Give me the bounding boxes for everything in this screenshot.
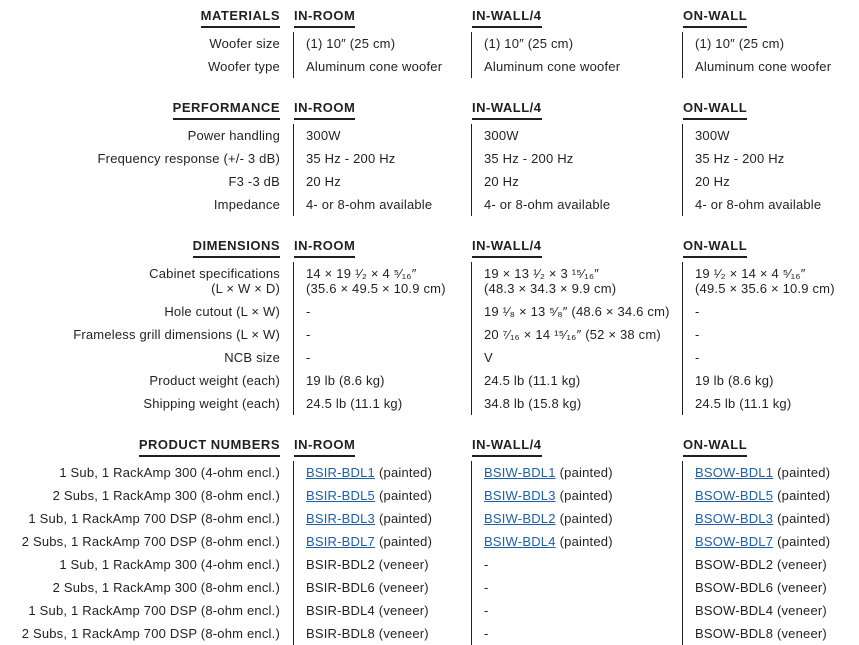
section-title-performance: PERFORMANCE: [173, 100, 280, 120]
spec-row: [0, 55, 859, 78]
spec-value: BSOW-BDL2 (veneer): [682, 553, 859, 576]
spec-value: [471, 484, 682, 507]
row-label: Cabinet specifications (L × W × D): [149, 266, 280, 296]
spec-value: Aluminum cone woofer: [682, 55, 859, 78]
spec-value: [471, 461, 682, 484]
row-label: Frameless grill dimensions (L × W): [73, 327, 280, 342]
spec-value: 24.5 lb (11.1 kg): [682, 392, 859, 415]
spec-value: 20 ⁷⁄₁₆ × 14 ¹⁵⁄₁₆″ (52 × 38 cm): [471, 323, 682, 346]
row-label: 2 Subs, 1 RackAmp 300 (8-ohm encl.): [52, 580, 280, 595]
column-header-in-room: IN-ROOM: [294, 8, 355, 28]
product-link[interactable]: BSIW-BDL4: [484, 534, 556, 549]
section-title-materials: MATERIALS: [201, 8, 280, 28]
column-header-in-room: IN-ROOM: [294, 437, 355, 457]
column-header-in-wall-4: IN-WALL/4: [472, 8, 542, 28]
spec-value: -: [682, 300, 859, 323]
spec-value: -: [471, 599, 682, 622]
spec-value: 24.5 lb (11.1 kg): [471, 369, 682, 392]
product-finish: (painted): [559, 511, 613, 526]
spec-value: [471, 507, 682, 530]
product-finish: (painted): [777, 534, 831, 549]
column-header-in-wall-4: IN-WALL/4: [472, 100, 542, 120]
spec-value: 14 × 19 ¹⁄₂ × 4 ⁵⁄₁₆″ (35.6 × 49.5 × 10.9 cm): [293, 262, 471, 300]
column-header-on-wall: ON-WALL: [683, 238, 747, 258]
spec-value: -: [293, 346, 471, 369]
spec-section-materials: [0, 8, 859, 78]
row-label: Woofer size: [209, 36, 280, 51]
spec-value: [293, 507, 471, 530]
product-finish: (painted): [379, 488, 433, 503]
spec-value: 19 lb (8.6 kg): [682, 369, 859, 392]
row-label: Product weight (each): [149, 373, 280, 388]
spec-value: BSIR-BDL2 (veneer): [293, 553, 471, 576]
spec-value: Aluminum cone woofer: [471, 55, 682, 78]
spec-value: -: [682, 323, 859, 346]
spec-value: (1) 10″ (25 cm): [471, 32, 682, 55]
spec-value: [682, 530, 859, 553]
product-link[interactable]: BSOW-BDL7: [695, 534, 774, 549]
spec-value: [682, 484, 859, 507]
row-label: Impedance: [213, 197, 280, 212]
spec-value: 35 Hz - 200 Hz: [682, 147, 859, 170]
product-link[interactable]: BSOW-BDL5: [695, 488, 774, 503]
spec-value: 35 Hz - 200 Hz: [471, 147, 682, 170]
spec-value: 20 Hz: [293, 170, 471, 193]
spec-row: [0, 369, 859, 392]
spec-row: [0, 461, 859, 484]
row-label: 1 Sub, 1 RackAmp 300 (4-ohm encl.): [59, 557, 280, 572]
row-label: Woofer type: [207, 59, 280, 74]
product-finish: (painted): [777, 511, 831, 526]
spec-value: [293, 461, 471, 484]
row-label: 1 Sub, 1 RackAmp 700 DSP (8-ohm encl.): [28, 603, 280, 618]
spec-row: [0, 622, 859, 645]
product-link[interactable]: BSOW-BDL1: [695, 465, 774, 480]
row-label: NCB size: [224, 350, 280, 365]
spec-value: 4- or 8-ohm available: [293, 193, 471, 216]
spec-value: [682, 507, 859, 530]
spec-value: [293, 484, 471, 507]
section-header-row: [0, 437, 859, 461]
spec-row: [0, 147, 859, 170]
row-label: 2 Subs, 1 RackAmp 700 DSP (8-ohm encl.): [21, 626, 280, 641]
spec-value: 300W: [293, 124, 471, 147]
spec-value: 4- or 8-ohm available: [682, 193, 859, 216]
spec-row: [0, 193, 859, 216]
column-header-on-wall: ON-WALL: [683, 100, 747, 120]
spec-value: -: [471, 553, 682, 576]
row-label: Frequency response (+/- 3 dB): [97, 151, 280, 166]
row-label: F3 -3 dB: [228, 174, 280, 189]
spec-row: [0, 576, 859, 599]
row-label: 1 Sub, 1 RackAmp 700 DSP (8-ohm encl.): [28, 511, 280, 526]
spec-row: [0, 484, 859, 507]
spec-row: [0, 553, 859, 576]
spec-row: [0, 32, 859, 55]
spec-value: 4- or 8-ohm available: [471, 193, 682, 216]
spec-row: [0, 599, 859, 622]
spec-value: 20 Hz: [471, 170, 682, 193]
spec-value: 19 × 13 ¹⁄₂ × 3 ¹⁵⁄₁₆″ (48.3 × 34.3 × 9.9 cm): [471, 262, 682, 300]
spec-value: -: [293, 323, 471, 346]
spec-value: 24.5 lb (11.1 kg): [293, 392, 471, 415]
spec-row: [0, 300, 859, 323]
product-finish: (painted): [559, 465, 613, 480]
spec-value: 35 Hz - 200 Hz: [293, 147, 471, 170]
spec-row: [0, 530, 859, 553]
row-label: 2 Subs, 1 RackAmp 700 DSP (8-ohm encl.): [21, 534, 280, 549]
section-header-row: [0, 100, 859, 124]
product-link[interactable]: BSIW-BDL2: [484, 511, 556, 526]
section-header-row: [0, 8, 859, 32]
column-header-on-wall: ON-WALL: [683, 437, 747, 457]
spec-value: [293, 530, 471, 553]
spec-section-product-numbers: [0, 437, 859, 645]
section-title-dimensions: DIMENSIONS: [193, 238, 280, 258]
spec-value: -: [682, 346, 859, 369]
spec-value: -: [471, 576, 682, 599]
spec-value: [471, 530, 682, 553]
spec-section-dimensions: [0, 238, 859, 415]
product-finish: (painted): [379, 511, 433, 526]
spec-value: BSOW-BDL8 (veneer): [682, 622, 859, 645]
spec-row: [0, 392, 859, 415]
spec-row: [0, 170, 859, 193]
column-header-in-wall-4: IN-WALL/4: [472, 238, 542, 258]
spec-row: [0, 346, 859, 369]
row-label: 1 Sub, 1 RackAmp 300 (4-ohm encl.): [59, 465, 280, 480]
spec-value: Aluminum cone woofer: [293, 55, 471, 78]
spec-value: (1) 10″ (25 cm): [293, 32, 471, 55]
row-label: Shipping weight (each): [143, 396, 280, 411]
spec-value: 19 ¹⁄₈ × 13 ⁵⁄₈″ (48.6 × 34.6 cm): [471, 300, 682, 323]
spec-value: V: [471, 346, 682, 369]
spec-value: 34.8 lb (15.8 kg): [471, 392, 682, 415]
product-finish: (painted): [777, 465, 831, 480]
section-title-product-numbers: PRODUCT NUMBERS: [139, 437, 280, 457]
spec-value: 20 Hz: [682, 170, 859, 193]
product-link[interactable]: BSIW-BDL1: [484, 465, 556, 480]
spec-row: [0, 124, 859, 147]
product-link[interactable]: BSIR-BDL7: [306, 534, 375, 549]
product-finish: (painted): [777, 488, 831, 503]
spec-value: 19 ¹⁄₂ × 14 × 4 ⁵⁄₁₆″ (49.5 × 35.6 × 10.9 cm): [682, 262, 859, 300]
column-header-on-wall: ON-WALL: [683, 8, 747, 28]
spec-value: 300W: [682, 124, 859, 147]
row-label: Power handling: [187, 128, 280, 143]
product-link[interactable]: BSIR-BDL5: [306, 488, 375, 503]
product-link[interactable]: BSOW-BDL3: [695, 511, 774, 526]
section-header-row: [0, 238, 859, 262]
spec-value: -: [471, 622, 682, 645]
product-finish: (painted): [379, 534, 433, 549]
spec-value: -: [293, 300, 471, 323]
product-link[interactable]: BSIW-BDL3: [484, 488, 556, 503]
spec-value: [682, 461, 859, 484]
spec-value: BSOW-BDL4 (veneer): [682, 599, 859, 622]
product-finish: (painted): [379, 465, 433, 480]
spec-value: (1) 10″ (25 cm): [682, 32, 859, 55]
spec-value: BSIR-BDL8 (veneer): [293, 622, 471, 645]
spec-section-performance: [0, 100, 859, 216]
row-label: 2 Subs, 1 RackAmp 300 (8-ohm encl.): [52, 488, 280, 503]
product-link[interactable]: BSIR-BDL3: [306, 511, 375, 526]
spec-value: BSIR-BDL4 (veneer): [293, 599, 471, 622]
column-header-in-room: IN-ROOM: [294, 100, 355, 120]
product-finish: (painted): [559, 534, 613, 549]
column-header-in-wall-4: IN-WALL/4: [472, 437, 542, 457]
spec-value: BSOW-BDL6 (veneer): [682, 576, 859, 599]
spec-value: BSIR-BDL6 (veneer): [293, 576, 471, 599]
spec-row: [0, 323, 859, 346]
row-label: Hole cutout (L × W): [164, 304, 280, 319]
spec-value: 19 lb (8.6 kg): [293, 369, 471, 392]
spec-row: [0, 507, 859, 530]
spec-row: [0, 262, 859, 300]
product-finish: (painted): [559, 488, 613, 503]
column-header-in-room: IN-ROOM: [294, 238, 355, 258]
spec-value: 300W: [471, 124, 682, 147]
product-link[interactable]: BSIR-BDL1: [306, 465, 375, 480]
